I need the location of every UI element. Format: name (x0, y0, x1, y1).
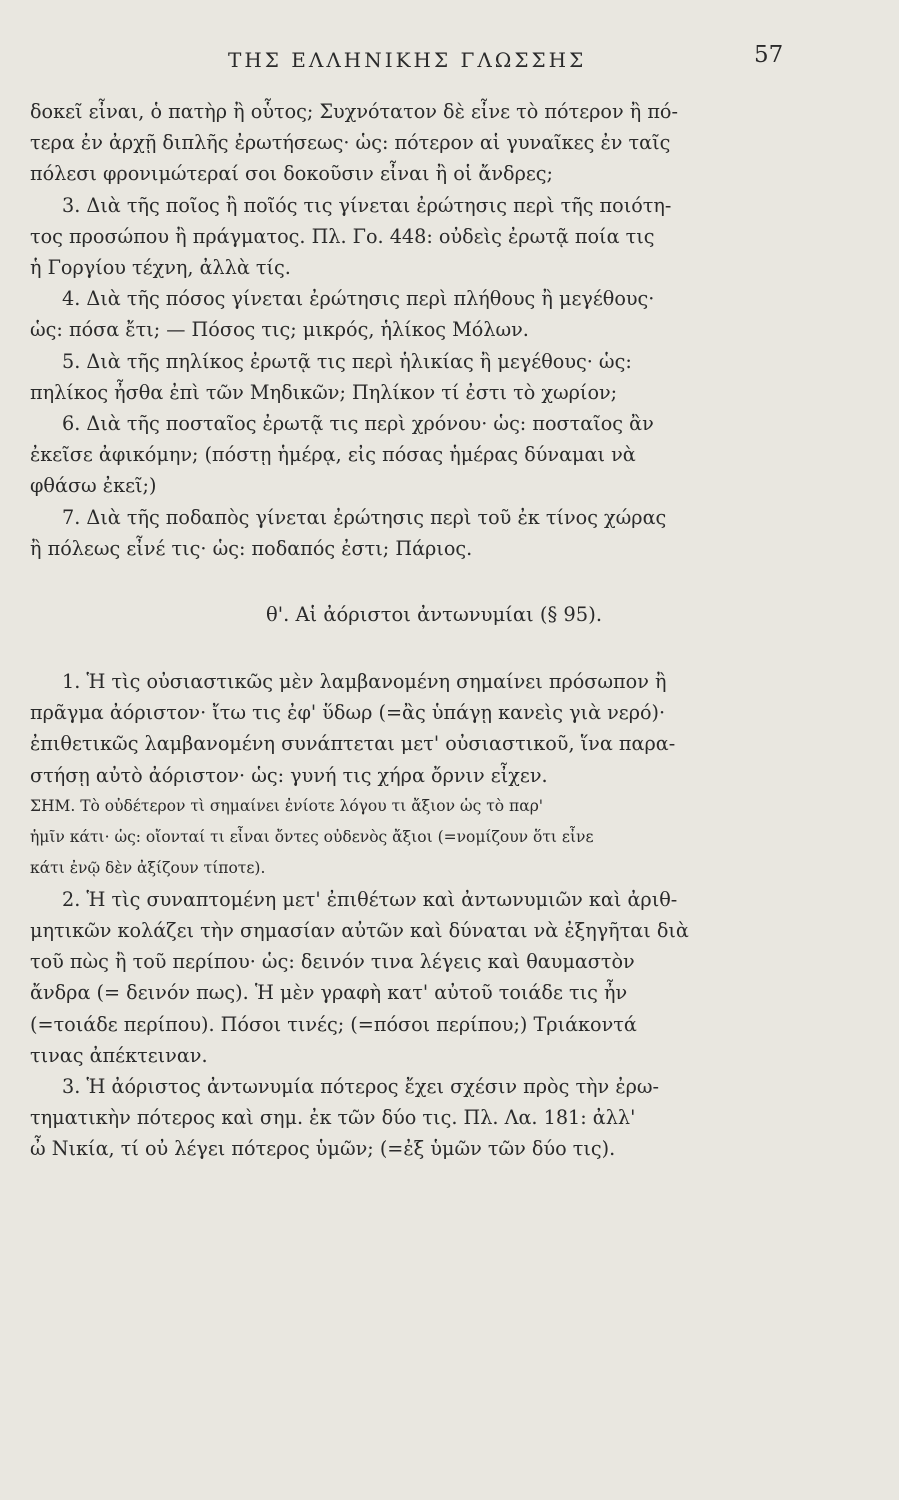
text-line: τηματικὴν πότερος καὶ σημ. ἐκ τῶν δύο τις. Πλ. Λα. 181: ἀλλ' (30, 1106, 636, 1130)
text-line: τερα ἐν ἀρχῇ διπλῆς ἐρωτήσεως· ὡς: πότερον αἱ γυναῖκες ἐν ταῖς (30, 131, 671, 155)
text-line: στήσῃ αὐτὸ ἀόριστον· ὡς: γυνή τις χήρα ὄρνιν εἶχεν. (30, 763, 548, 787)
text-line: τινας ἀπέκτειναν. (30, 1043, 208, 1067)
text-line: ἡ Γοργίου τέχνη, ἀλλὰ τίς. (30, 256, 291, 280)
text-line: δοκεῖ εἶναι, ὁ πατὴρ ἢ οὗτος; Συχνότατον δὲ εἶνε τὸ πότερον ἢ πό- (30, 100, 678, 123)
text-line: 3. Διὰ τῆς ποῖος ἢ ποῖός τις γίνεται ἐρώτησις περὶ τῆς ποιότη- (62, 193, 672, 217)
text-line: (=τοιάδε περίπου). Πόσοι τινές; (=πόσοι περίπου;) Τριάκοντά (30, 1012, 637, 1036)
text-line: ὡς: πόσα ἔτι; — Πόσος τις; μικρός, ἡλίκος Μόλων. (30, 318, 529, 342)
body-text (30, 96, 798, 1165)
note-line: κάτι ἐνῷ δὲν ἀξίζουν τίποτε). (30, 858, 266, 877)
text-line: ἢ πόλεως εἶνέ τις· ὡς: ποδαπός ἐστι; Πάριος. (30, 536, 473, 560)
text-line: ἐπιθετικῶς λαμβανομένη συνάπτεται μετ' οὐσιαστικοῦ, ἵνα παρα- (30, 732, 676, 756)
text-line: 5. Διὰ τῆς πηλίκος ἐρωτᾷ τις περὶ ἡλικίας ἢ μεγέθους· ὡς: (62, 349, 632, 373)
text-line: 7. Διὰ τῆς ποδαπὸς γίνεται ἐρώτησις περὶ τοῦ ἐκ τίνος χώρας (62, 505, 667, 529)
text-line: πρᾶγμα ἀόριστον· ἴτω τις ἐφ' ὕδωρ (=ἂς ὑπάγῃ κανεὶς γιὰ νερό)· (30, 701, 666, 725)
text-line: 6. Διὰ τῆς ποσταῖος ἐρωτᾷ τις περὶ χρόνου· ὡς: ποσταῖος ἂν (62, 412, 654, 436)
note-line: ἡμῖν κάτι· ὡς: οἴονταί τι εἶναι ὄντες οὐδενὸς ἄξιοι (=νομίζουν ὅτι εἶνε (30, 827, 594, 846)
text-line: μητικῶν κολάζει τὴν σημασίαν αὐτῶν καὶ δύναται νὰ ἐξηγῆται διὰ (30, 919, 689, 943)
text-line: πηλίκος ἦσθα ἐπὶ τῶν Μηδικῶν; Πηλίκον τί ἐστι τὸ χωρίον; (30, 380, 618, 404)
section-heading: θ'. Αἱ ἀόριστοι ἀντωνυμίαι (§ 95). (265, 603, 603, 627)
text-line: ἄνδρα (= δεινόν πως). Ἡ μὲν γραφὴ κατ' αὐτοῦ τοιάδε τις ἦν (30, 981, 628, 1005)
text-line: 1. Ἡ τὶς οὐσιαστικῶς μὲν λαμβανομένη σημαίνει πρόσωπον ἢ (62, 670, 667, 694)
text-line: ἐκεῖσε ἀφικόμην; (πόστῃ ἡμέρᾳ, εἰς πόσας ἡμέρας δύναμαι νὰ (30, 443, 636, 467)
text-line: ὦ Νικία, τί οὐ λέγει πότερος ὑμῶν; (=ἐξ ὑμῶν τῶν δύο τις). (30, 1137, 616, 1161)
text-line: 2. Ἡ τὶς συναπτομένη μετ' ἐπιθέτων καὶ ἀντωνυμιῶν καὶ ἀριθ- (62, 887, 678, 911)
page-number: 57 (754, 42, 784, 68)
page-header (0, 42, 899, 82)
text-line: πόλεσι φρονιμώτεραί σοι δοκοῦσιν εἶναι ἢ οἱ ἄνδρες; (30, 162, 554, 186)
running-title: ΤΗΣ ΕΛΛΗΝΙΚΗΣ ΓΛΩΣΣΗΣ (228, 48, 587, 72)
spacer (30, 630, 798, 666)
text-line: 3. Ἡ ἀόριστος ἀντωνυμία πότερος ἔχει σχέσιν πρὸς τὴν ἐρω- (62, 1075, 660, 1099)
note-block (30, 791, 798, 884)
note-line: ΣΗΜ. Τὸ οὐδέτερον τὶ σημαίνει ἐνίοτε λόγου τι ἄξιον ὡς τὸ παρ' (30, 796, 544, 815)
spacer (30, 564, 798, 600)
text-line: τος προσώπου ἢ πράγματος. Πλ. Γο. 448: οὐδεὶς ἐρωτᾷ ποία τις (30, 224, 655, 248)
text-line: τοῦ πὼς ἢ τοῦ περίπου· ὡς: δεινόν τινα λέγεις καὶ θαυμαστὸν (30, 950, 635, 974)
text-line: φθάσω ἐκεῖ;) (30, 474, 157, 498)
text-line: 4. Διὰ τῆς πόσος γίνεται ἐρώτησις περὶ πλήθους ἢ μεγέθους· (62, 287, 655, 311)
